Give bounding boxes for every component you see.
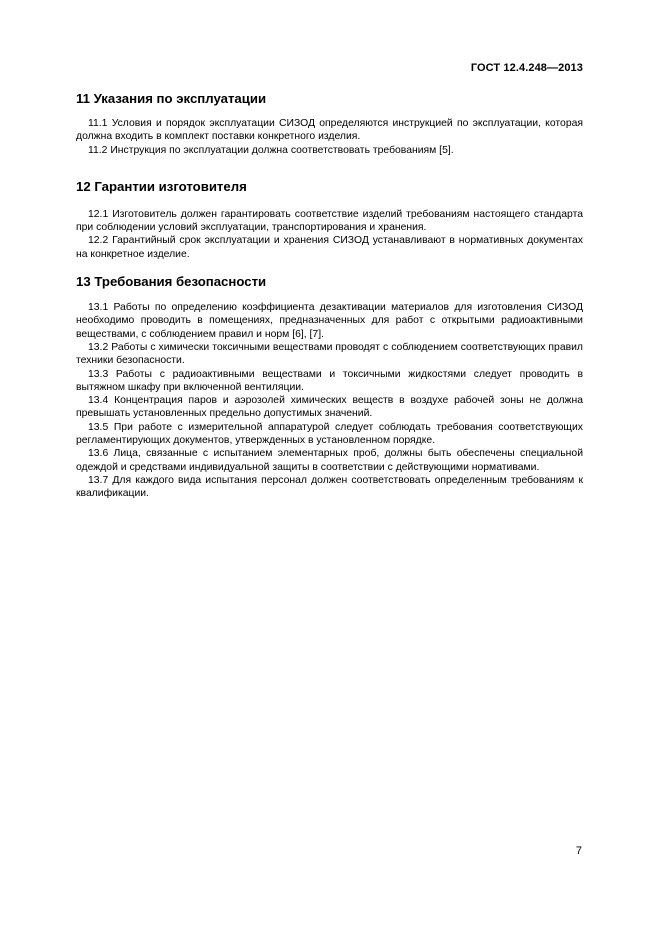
paragraph: 13.6 Лица, связанные с испытанием элементарных проб, должны быть обеспечены специальной одеждой и средствами индивидуальной защиты в соответствии с действующими нормативами. [76,448,583,473]
page-number: 7 [575,845,582,857]
section-safety-requirements [76,273,583,500]
document-body [76,90,583,501]
section-operation-instructions [76,90,583,157]
paragraph: 12.1 Изготовитель должен гарантировать соответствие изделий требованиям настоящего стандарта при соблюдении условий эксплуатации, транспортирования и хранения. [76,208,583,234]
paragraph: 12.2 Гарантийный срок эксплуатации и хранения СИЗОД устанавливают в нормативных документах на конкретное изделие. [76,235,583,260]
section-manufacturer-warranty [76,178,583,261]
paragraph: 13.4 Концентрация паров и аэрозолей химических веществ в воздухе рабочей зоны не должна превышать установленных предельно допустимых значений. [76,395,583,420]
section-title: 12 Гарантии изготовителя [76,178,247,194]
paragraph: 13.2 Работы с химически токсичными веществами проводят с соблюдением соответствующих правил техники безопасности. [76,341,583,367]
section-title: 11 Указания по эксплуатации [76,91,267,106]
paragraph: 13.5 При работе с измерительной аппаратурой следует соблюдать требования соответствующих регламентирующих документов, утвержденных в установленном порядке. [76,421,583,447]
paragraph: 13.3 Работы с радиоактивными веществами и токсичными жидкостями следует проводить в вытяжном шкафу при включенной вентиляции. [76,368,583,393]
document-code: ГОСТ 12.4.248—2013 [470,62,583,74]
paragraph: 13.1 Работы по определению коэффициента дезактивации материалов для изготовления СИЗОД необходимо проводить в помещениях, предназначенных для работ с открытыми радиоактивными веществами, с соблюдением правил и норм [6], [7]. [76,302,583,340]
paragraph: 11.2 Инструкция по эксплуатации должна соответствовать требованиям [5]. [88,144,454,156]
paragraph: 13.7 Для каждого вида испытания персонал должен соответствовать определенным требованиям к квалификации. [76,474,583,500]
section-title: 13 Требования безопасности [76,274,267,290]
paragraph: 11.1 Условия и порядок эксплуатации СИЗОД определяются инструкцией по эксплуатации, которая должна входить в комплект поставки конкретного изделия. [76,118,583,143]
